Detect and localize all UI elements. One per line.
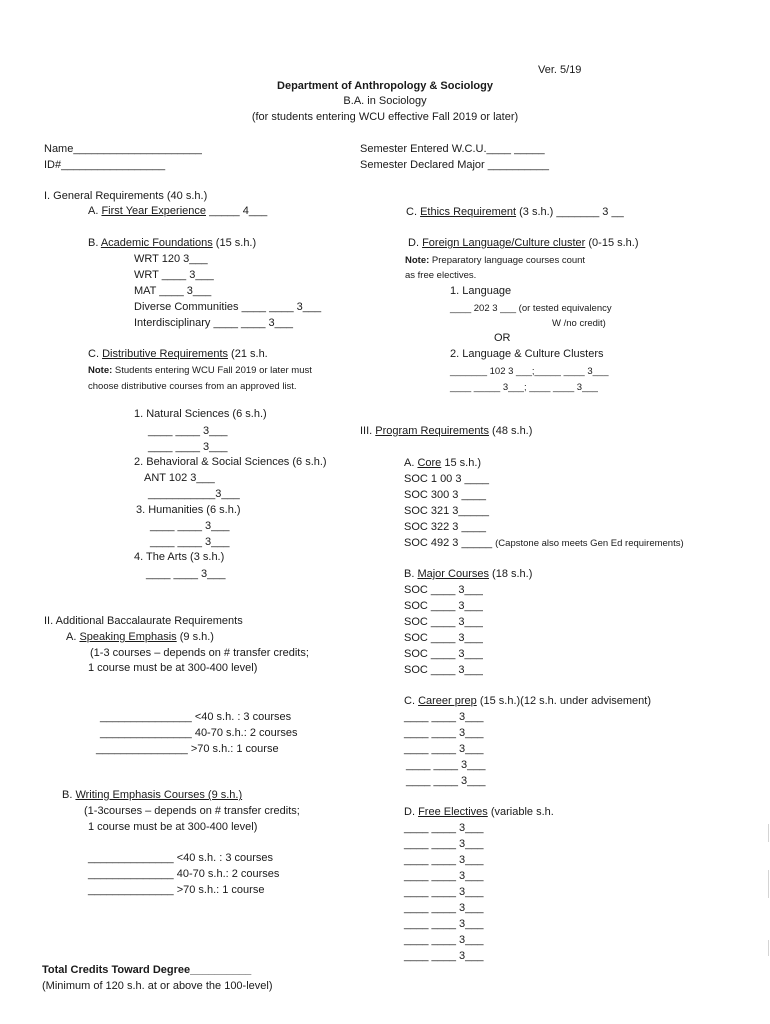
major-suffix: (18 s.h.) [488, 568, 533, 580]
free-elective-4[interactable]: ____ ____ 3___ [404, 870, 484, 882]
major-course-3[interactable]: SOC ____ 3___ [404, 616, 483, 628]
writing-emphasis-heading [62, 789, 242, 802]
program-requirements-heading [360, 425, 532, 438]
free-elective-7[interactable]: ____ ____ 3___ [404, 918, 484, 930]
career-label: Career prep [418, 695, 477, 707]
natural-sciences-line-2[interactable]: ____ ____ 3___ [148, 441, 228, 453]
ethics-label: Ethics Requirement [420, 206, 517, 218]
fye-blank: _____ 4___ [206, 205, 268, 217]
humanities-line-1[interactable]: ____ ____ 3___ [150, 520, 230, 532]
language-cluster-line-1[interactable]: _______ 102 3 ___;_____ ____ 3___ [450, 366, 609, 377]
humanities-line-2[interactable]: ____ ____ 3___ [150, 536, 230, 548]
foreign-note [405, 254, 585, 267]
foreign-language-heading [408, 237, 639, 250]
academic-foundations-heading [88, 237, 256, 250]
distributive-note [88, 364, 312, 377]
scan-edge-mark [768, 870, 769, 898]
core-soc-100[interactable]: SOC 1 00 3 ____ [404, 473, 490, 485]
natural-sciences-title: 1. Natural Sciences (6 s.h.) [134, 408, 267, 420]
speaking-label: Speaking Emphasis [79, 631, 177, 643]
distributive-heading [88, 348, 268, 361]
language-option-2: 2. Language & Culture Clusters [450, 348, 604, 360]
fye-prefix: A. [88, 205, 102, 217]
core-soc-300[interactable]: SOC 300 3 ____ [404, 489, 486, 501]
id-field[interactable]: ID#_________________ [44, 159, 166, 171]
total-credits-field[interactable]: Total Credits Toward Degree__________ [42, 964, 252, 976]
natural-sciences-line-1[interactable]: ____ ____ 3___ [148, 425, 228, 437]
academic-item-interdisciplinary[interactable]: Interdisciplinary ____ ____ 3___ [134, 317, 294, 329]
writing-desc-1: (1-3courses – depends on # transfer credits; [84, 805, 300, 817]
language-option-1-credit: W /no credit) [552, 318, 606, 329]
major-course-4[interactable]: SOC ____ 3___ [404, 632, 483, 644]
first-year-experience-row[interactable] [88, 205, 267, 218]
major-label: Major Courses [417, 568, 489, 580]
core-soc-321[interactable]: SOC 321 3_____ [404, 505, 490, 517]
arts-line-1[interactable]: ____ ____ 3___ [146, 568, 226, 580]
behavioral-sciences-line-1[interactable]: ANT 102 3___ [144, 472, 215, 484]
core-soc-492[interactable]: SOC 492 3 _____ [404, 537, 493, 549]
foreign-prefix: D. [408, 237, 423, 249]
distributive-prefix: C. [88, 348, 103, 360]
or-label: OR [494, 332, 511, 344]
career-line-1[interactable]: ____ ____ 3___ [404, 711, 484, 723]
general-requirements-heading: I. General Requirements (40 s.h.) [44, 190, 208, 202]
fye-label: First Year Experience [101, 205, 207, 217]
language-option-1-line[interactable]: ____ 202 3 ___ (or tested equivalency [450, 303, 612, 314]
core-soc-322[interactable]: SOC 322 3 ____ [404, 521, 486, 533]
foreign-note-label: Note: [405, 255, 430, 266]
career-line-2[interactable]: ____ ____ 3___ [404, 727, 484, 739]
career-line-4[interactable]: ____ ____ 3___ [406, 759, 486, 771]
semester-entered-field[interactable]: Semester Entered W.C.U.____ _____ [360, 143, 545, 155]
free-elective-3[interactable]: ____ ____ 3___ [404, 854, 484, 866]
distributive-note-label: Note: [88, 365, 113, 376]
distributive-label: Distributive Requirements [102, 348, 228, 360]
scan-edge-mark [768, 940, 769, 956]
speaking-line-40-70[interactable]: _______________ 40-70 s.h.: 2 courses [100, 727, 298, 739]
academic-prefix: B. [88, 237, 101, 249]
free-electives-heading [404, 806, 554, 819]
free-prefix: D. [404, 806, 419, 818]
speaking-emphasis-heading [66, 631, 214, 644]
free-elective-5[interactable]: ____ ____ 3___ [404, 886, 484, 898]
career-prep-heading [404, 695, 651, 708]
humanities-title: 3. Humanities (6 s.h.) [136, 504, 241, 516]
core-prefix: A. [404, 457, 418, 469]
writing-desc-2: 1 course must be at 300-400 level) [88, 821, 258, 833]
free-elective-2[interactable]: ____ ____ 3___ [404, 838, 484, 850]
career-line-5[interactable]: ____ ____ 3___ [406, 775, 486, 787]
speaking-desc-1: (1-3 courses – depends on # transfer credits; [90, 647, 309, 659]
foreign-label: Foreign Language/Culture cluster [422, 237, 586, 249]
free-label: Free Electives [418, 806, 488, 818]
language-option-1: 1. Language [450, 285, 512, 297]
academic-item-mat[interactable]: MAT ____ 3___ [134, 285, 212, 297]
free-elective-9[interactable]: ____ ____ 3___ [404, 950, 484, 962]
free-suffix: (variable s.h. [487, 806, 554, 818]
career-suffix: (15 s.h.)(12 s.h. under advisement) [476, 695, 652, 707]
major-prefix: B. [404, 568, 418, 580]
writing-line-40-70[interactable]: ______________ 40-70 s.h.: 2 courses [88, 868, 280, 880]
arts-title: 4. The Arts (3 s.h.) [134, 551, 225, 563]
eligibility-note: (for students entering WCU effective Fall 2019 or later) [251, 111, 519, 123]
minimum-credits-note: (Minimum of 120 s.h. at or above the 100-level) [42, 980, 273, 992]
speaking-prefix: A. [66, 631, 80, 643]
writing-prefix: B. [62, 789, 76, 801]
major-course-1[interactable]: SOC ____ 3___ [404, 584, 483, 596]
distributive-note-2: choose distributive courses from an approved list. [88, 381, 297, 392]
free-elective-6[interactable]: ____ ____ 3___ [404, 902, 484, 914]
ethics-blank: (3 s.h.) _______ 3 __ [516, 206, 624, 218]
program-label: Program Requirements [375, 425, 489, 437]
core-suffix: 15 s.h.) [441, 457, 482, 469]
speaking-desc-2: 1 course must be at 300-400 level) [88, 662, 258, 674]
department-title: Department of Anthropology & Sociology [277, 80, 493, 92]
academic-item-wrt120[interactable]: WRT 120 3___ [134, 253, 208, 265]
name-field[interactable]: Name_____________________ [44, 143, 202, 155]
behavioral-sciences-title: 2. Behavioral & Social Sciences (6 s.h.) [134, 456, 327, 468]
writing-label: Writing Emphasis Courses (9 s.h.) [75, 789, 243, 801]
core-soc-492-row[interactable] [404, 537, 684, 550]
major-course-5[interactable]: SOC ____ 3___ [404, 648, 483, 660]
core-heading [404, 457, 481, 470]
behavioral-sciences-line-2[interactable]: ___________3___ [148, 488, 240, 500]
academic-item-wrt[interactable]: WRT ____ 3___ [134, 269, 214, 281]
free-elective-8[interactable]: ____ ____ 3___ [404, 934, 484, 946]
writing-line-under-40[interactable]: ______________ <40 s.h. : 3 courses [88, 852, 274, 864]
foreign-note-2: as free electives. [405, 270, 477, 281]
career-line-3[interactable]: ____ ____ 3___ [404, 743, 484, 755]
major-course-6[interactable]: SOC ____ 3___ [404, 664, 483, 676]
version-label: Ver. 5/19 [538, 64, 582, 76]
program-suffix: (48 s.h.) [489, 425, 533, 437]
scan-edge-mark [768, 824, 769, 842]
degree-title: B.A. in Sociology [343, 95, 427, 107]
speaking-suffix: (9 s.h.) [176, 631, 214, 643]
academic-suffix: (15 s.h.) [212, 237, 257, 249]
additional-requirements-heading: II. Additional Baccalaurate Requirements [44, 615, 243, 627]
core-label: Core [417, 457, 442, 469]
ethics-prefix: C. [406, 206, 421, 218]
career-prefix: C. [404, 695, 419, 707]
capstone-note: (Capstone also meets Gen Ed requirements) [495, 538, 684, 549]
speaking-line-under-40[interactable]: _______________ <40 s.h. : 3 courses [100, 711, 292, 723]
free-elective-1[interactable]: ____ ____ 3___ [404, 822, 484, 834]
academic-item-diverse[interactable]: Diverse Communities ____ ____ 3___ [134, 301, 322, 313]
language-cluster-line-2[interactable]: ____ _____ 3___; ____ ____ 3___ [450, 382, 598, 393]
major-courses-heading [404, 568, 532, 581]
writing-line-over-70[interactable]: ______________ >70 s.h.: 1 course [88, 884, 265, 896]
foreign-note-text: Preparatory language courses count [429, 255, 586, 266]
distributive-suffix: (21 s.h. [228, 348, 268, 360]
speaking-line-over-70[interactable]: _______________ >70 s.h.: 1 course [96, 743, 279, 755]
distributive-note-text: Students entering WCU Fall 2019 or later must [112, 365, 312, 376]
foreign-suffix: (0-15 s.h.) [585, 237, 639, 249]
ethics-requirement-row[interactable] [406, 206, 624, 219]
major-course-2[interactable]: SOC ____ 3___ [404, 600, 483, 612]
academic-label: Academic Foundations [100, 237, 213, 249]
semester-declared-field[interactable]: Semester Declared Major __________ [360, 159, 549, 171]
program-prefix: III. [360, 425, 376, 437]
